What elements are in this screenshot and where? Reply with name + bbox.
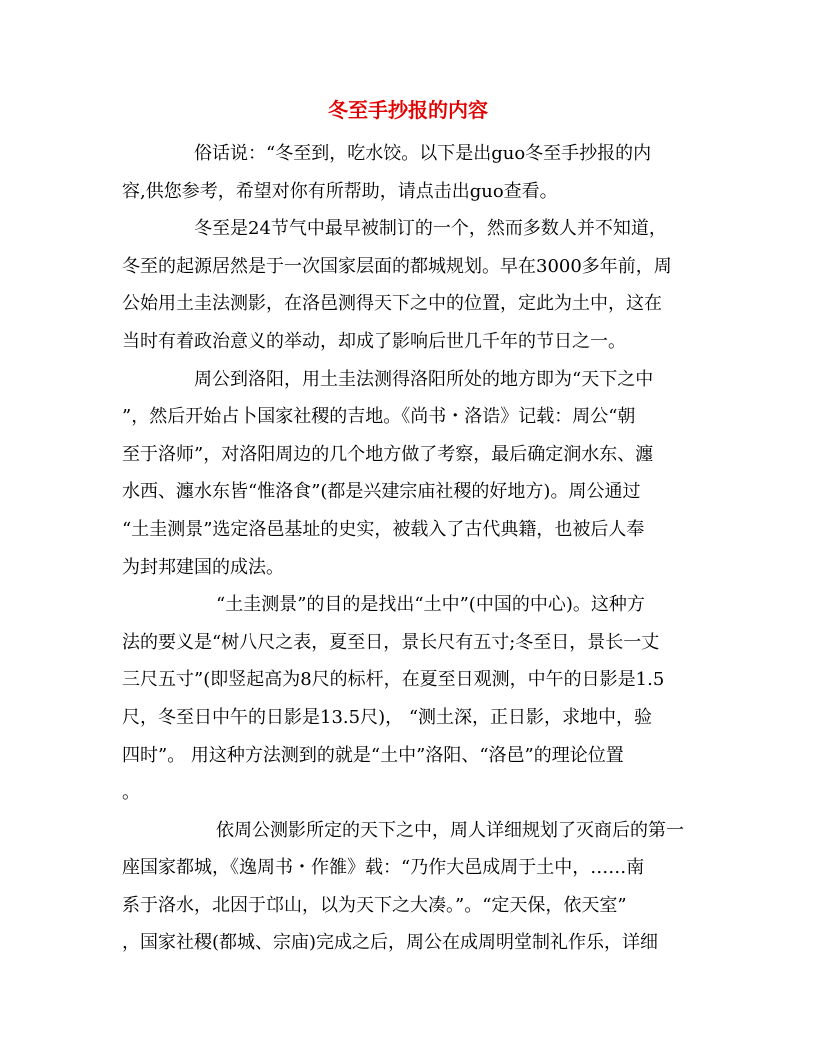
paragraph-line: 水西、瀍水东皆“惟洛食”(都是兴建宗庙社稷的好地方)。周公通过 (122, 481, 641, 503)
paragraph-line: 。 (122, 782, 140, 804)
paragraph-line: 至于洛师”，对洛阳周边的几个地方做了考察，最后确定涧水东、瀍 (122, 443, 654, 465)
paragraph-line: 冬至的起源居然是于一次国家层面的都城规划。早在3000多年前，周 (122, 255, 672, 277)
paragraph-line: 三尺五寸”(即竖起高为8尺的标杆，在夏至日观测，中午的日影是1.5 (122, 669, 665, 691)
paragraph-line: ，国家社稷(都城、宗庙)完成之后，周公在成周明堂制礼作乐，详细 (122, 932, 659, 954)
paragraph-line: “土圭测景”选定洛邑基址的史实，被载入了古代典籍，也被后人奉 (122, 518, 645, 540)
paragraph-line: 法的要义是“树八尺之表，夏至日，景长尺有五寸;冬至日，景长一丈 (122, 631, 660, 653)
document-body (122, 135, 694, 962)
paragraph-line: 依周公测影所定的天下之中，周人详细规划了灭商后的第一 (216, 819, 684, 841)
paragraph-line: 俗话说：“冬至到，吃水饺。以下是出guo冬至手抄报的内 (194, 143, 652, 164)
paragraph-line: ”，然后开始占卜国家社稷的吉地。《尚书・洛诰》记载：周公“朝 (122, 406, 636, 428)
paragraph-line: 座国家都城，《逸周书・作雒》载：“乃作大邑成周于土中，……南 (122, 857, 645, 879)
paragraph-line: 公始用土圭法测影，在洛邑测得天下之中的位置，定此为土中，这在 (122, 293, 662, 315)
paragraph-line: 容,供您参考，希望对你有所帮助，请点击出guo查看。 (122, 180, 558, 202)
paragraph-line: 冬至是24节气中最早被制订的一个，然而多数人并不知道， (194, 218, 667, 240)
paragraph-line: 当时有着政治意义的举动，却成了影响后世几千年的节日之一。 (122, 330, 626, 352)
document-title: 冬至手抄报的内容 (328, 98, 488, 122)
paragraph-line: 周公到洛阳，用土圭法测得洛阳所处的地方即为“天下之中 (194, 368, 654, 390)
paragraph-line: “土圭测景”的目的是找出“土中”(中国的中心)。这种方 (216, 594, 645, 616)
paragraph-line: 四时”。 用这种方法测到的就是“土中”洛阳、“洛邑”的理论位置 (122, 744, 624, 766)
paragraph-line: 尺，冬至日中午的日影是13.5尺)， “测土深，正日影，求地中，验 (122, 706, 653, 728)
paragraph-line: 系于洛水，北因于邙山，以为天下之大凑。”。“定天保，依天室” (122, 894, 627, 916)
paragraph-line: 为封邦建国的成法。 (122, 556, 284, 578)
